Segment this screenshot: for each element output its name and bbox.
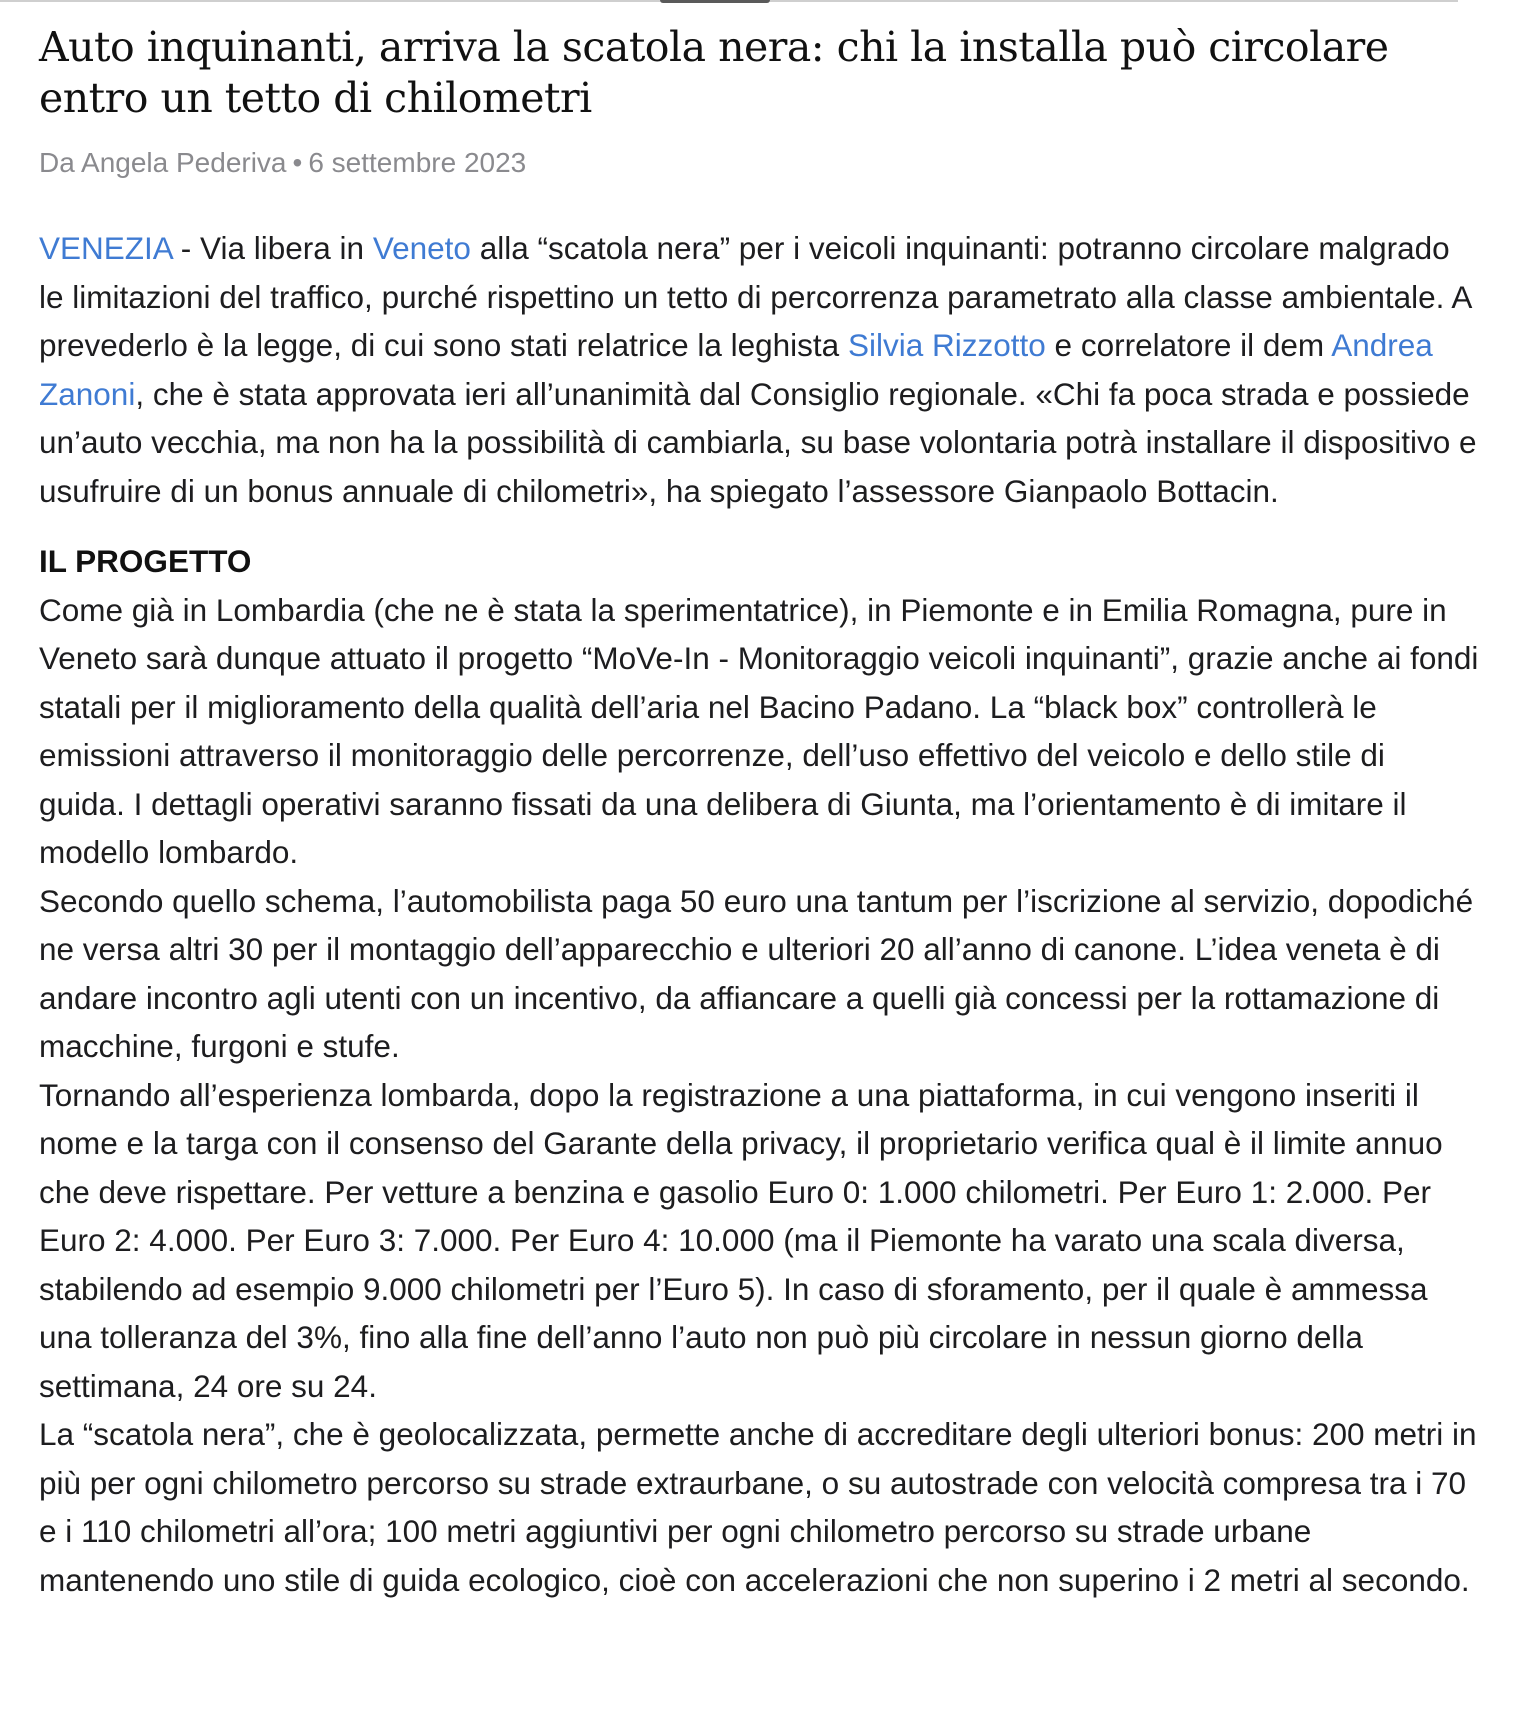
byline-author: Da Angela Pederiva [39, 147, 287, 178]
paragraph: Secondo quello schema, l’automobilista paga 50 euro una tantum per l’iscrizione al servizio, dopodiché ne versa altri 30 per il montaggio dell’apparecchio e ulteriori 20 all’anno di canone. L’idea veneta è di andare incontro agli utenti con un incentivo, da affiancare a quelli già concessi per la rottamazione di macchine, furgoni e stufe. [39, 882, 1474, 1064]
byline [39, 147, 1479, 179]
link-veneto[interactable]: Veneto [372, 230, 471, 266]
article [39, 22, 1479, 1604]
lead-text-2: alla “scatola nera” per i veicoli inquinanti: potranno circolare malgrado le limitazioni del traffico, purché rispettino un tetto di percorrenza parametrato alla classe ambientale. A prevederlo è la legge, di cui sono stati relatrice la leghista [39, 230, 1471, 363]
byline-separator: • [292, 147, 303, 178]
lead-text-1: - Via libera in [172, 230, 373, 266]
link-andrea-zanoni[interactable]: Andrea Zanoni [39, 327, 1433, 412]
paragraph: Tornando all’esperienza lombarda, dopo la registrazione a una piattaforma, in cui vengono inseriti il nome e la targa con il consenso del Garante della privacy, il proprietario verifica qual è il limite annuo che deve rispettare. Per vetture a benzina e gasolio Euro 0: 1.000 chilometri. Per Euro 1: 2.000. Per Euro 2: 4.000. Per Euro 3: 7.000. Per Euro 4: 10.000 (ma il Piemonte ha varato una scala diversa, stabilendo ad esempio 9.000 chilometri per l’Euro 5). In caso di sforamento, per il quale è ammessa una tolleranza del 3%, fino alla fine dell’anno l’auto non può più circolare in nessun giorno della settimana, 24 ore su 24. [39, 1076, 1443, 1404]
lead-text-3: e correlatore il dem [1045, 327, 1332, 363]
link-venezia[interactable]: VENEZIA [39, 230, 173, 266]
lead-paragraph [39, 224, 1479, 515]
article-title: Auto inquinanti, arriva la scatola nera: chi la installa può circolare entro un tetto di chilometri [39, 23, 1389, 122]
section-heading: IL PROGETTO [39, 543, 252, 579]
byline-date: 6 settembre 2023 [308, 147, 527, 178]
top-handle [660, 0, 770, 3]
paragraph: La “scatola nera”, che è geolocalizzata, permette anche di accreditare degli ulteriori bonus: 200 metri in più per ogni chilometro percorso su strade extraurbane, o su autostrade con velocità compresa tra i 70 e i 110 chilometri all’ora; 100 metri aggiuntivi per ogni chilometro percorso su strade urbane mantenendo uno stile di guida ecologico, cioè con accelerazioni che non superino i 2 metri al secondo. [39, 1416, 1477, 1598]
link-silvia-rizzotto[interactable]: Silvia Rizzotto [847, 327, 1046, 363]
section-body [39, 586, 1479, 1605]
lead-text-4: , che è stata approvata ieri all’unanimità dal Consiglio regionale. «Chi fa poca strada e possiede un’auto vecchia, ma non ha la possibilità di cambiarla, su base volontaria potrà installare il dispositivo e usufruire di un bonus annuale di chilometri», ha spiegato l’assessore Gianpaolo Bottacin. [39, 375, 1477, 509]
paragraph: Come già in Lombardia (che ne è stata la sperimentatrice), in Piemonte e in Emilia Romagna, pure in Veneto sarà dunque attuato il progetto “MoVe-In - Monitoraggio veicoli inquinanti”, grazie anche ai fondi statali per il miglioramento della qualità dell’aria nel Bacino Padano. La “black box” controllerà le emissioni attraverso il monitoraggio delle percorrenze, dell’uso effettivo del veicolo e dello stile di guida. I dettagli operativi saranno fissati da una delibera di Giunta, ma l’orientamento è di imitare il modello lombardo. [39, 591, 1479, 870]
